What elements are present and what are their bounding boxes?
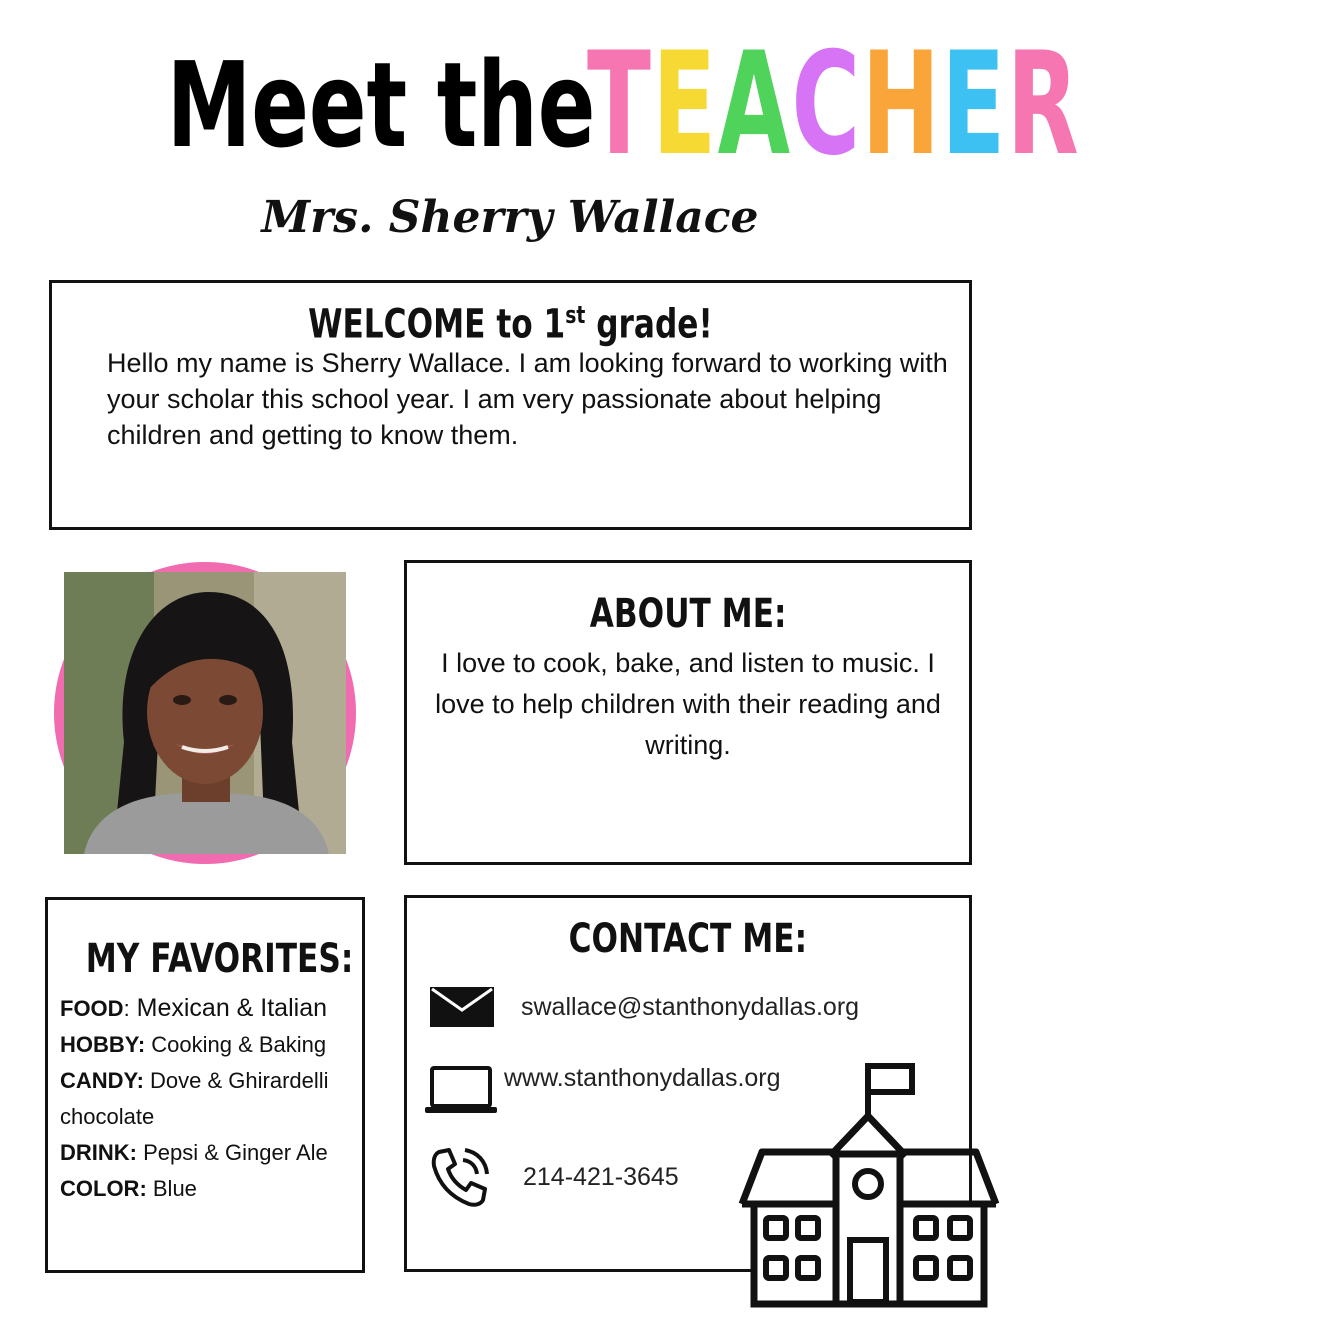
contact-email[interactable]: swallace@stanthonydallas.org <box>521 993 860 1021</box>
title-letter: A <box>718 22 792 187</box>
contact-heading: CONTACT ME: <box>568 916 808 962</box>
welcome-box <box>49 280 972 530</box>
favorite-value: Blue <box>146 1176 197 1201</box>
favorite-label: FOOD <box>60 996 124 1021</box>
title-letter: E <box>652 22 719 187</box>
contact-phone[interactable]: 214-421-3645 <box>523 1163 679 1191</box>
envelope-icon <box>429 986 495 1028</box>
title-letter: H <box>861 22 942 187</box>
favorite-item <box>60 1135 360 1171</box>
favorite-item: FOOD: Mexican & Italian <box>60 994 328 1022</box>
laptop-icon <box>423 1065 499 1115</box>
welcome-text: Hello my name is Sherry Wallace. I am looking forward to working with your scholar this school year. I am very passionate about helping children and getting to know them. <box>107 348 948 450</box>
favorite-value: Cooking & Baking <box>145 1032 327 1057</box>
title-letter: C <box>791 22 862 187</box>
teacher-photo <box>54 562 356 864</box>
favorite-label: CANDY: <box>60 1068 144 1093</box>
favorite-label: COLOR: <box>60 1176 147 1201</box>
favorite-value: Pepsi & Ginger Ale <box>137 1140 328 1165</box>
school-building-icon <box>738 1060 1000 1305</box>
favorites-heading: MY FAVORITES: <box>85 936 354 982</box>
contact-website[interactable]: www.stanthonydallas.org <box>504 1064 781 1092</box>
title-letter: R <box>1007 22 1081 187</box>
favorite-item <box>60 1171 360 1207</box>
favorite-item <box>60 1063 360 1135</box>
about-text: I love to cook, bake, and listen to music. I love to help children with their reading and writing. <box>435 648 941 760</box>
about-heading: ABOUT ME: <box>589 591 787 637</box>
favorite-value: Dove & Ghirardelli chocolate <box>60 1068 329 1129</box>
teacher-name: Mrs. Sherry Wallace <box>261 192 759 243</box>
page-title <box>0 20 1081 190</box>
about-box <box>404 560 972 865</box>
welcome-heading: WELCOME to 1st grade! <box>308 301 713 348</box>
phone-icon <box>431 1146 489 1208</box>
favorite-value: Mexican & Italian <box>129 994 328 1022</box>
favorite-label: HOBBY: <box>60 1032 146 1057</box>
title-highlight <box>587 20 1080 190</box>
title-letter: E <box>941 22 1008 187</box>
title-prefix: Meet the <box>166 36 596 174</box>
favorites-list <box>60 990 360 1207</box>
favorite-item <box>60 1027 360 1063</box>
favorites-box <box>45 897 365 1273</box>
favorite-label: DRINK: <box>60 1140 137 1165</box>
portrait-image <box>64 572 346 854</box>
title-letter: T <box>587 22 653 187</box>
